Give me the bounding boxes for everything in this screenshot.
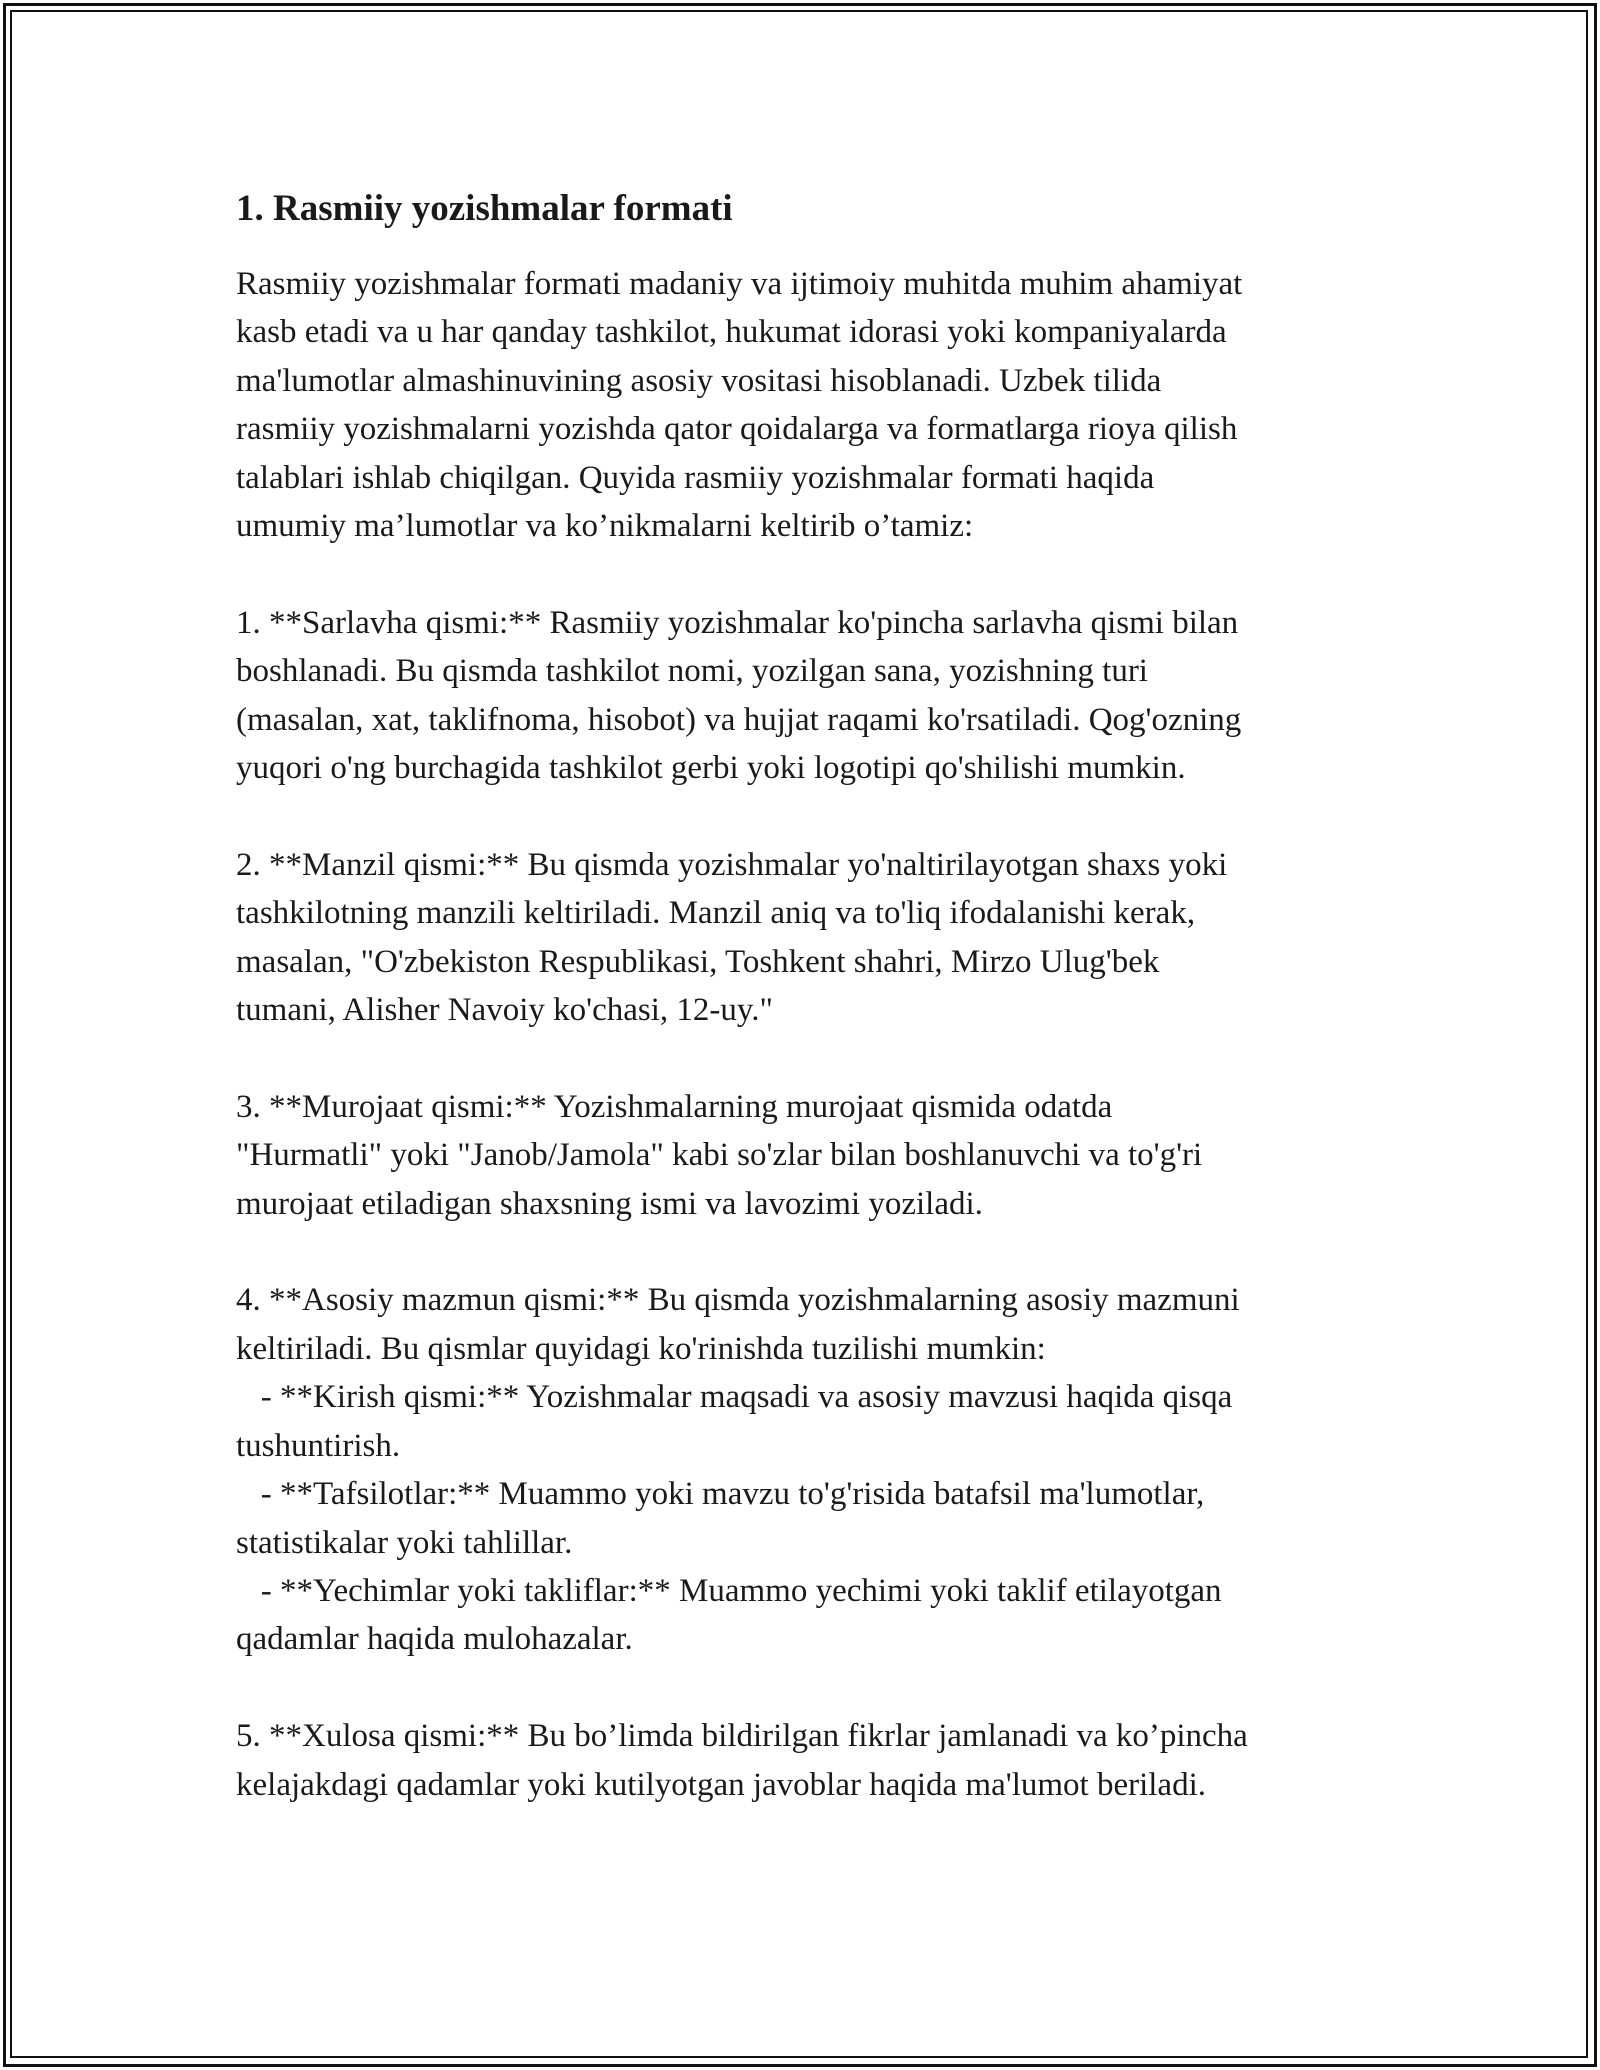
text-line: qadamlar haqida mulohazalar. <box>236 1621 633 1658</box>
text-line: "Hurmatli" yoki "Janob/Jamola" kabi so'zlar bilan boshlanuvchi va to'g'ri <box>236 1137 1203 1174</box>
text-line: keltiriladi. Bu qismlar quyidagi ko'rinishda tuzilishi mumkin: <box>236 1330 1046 1367</box>
document-body <box>236 186 1376 1809</box>
text-line: masalan, "O'zbekiston Respublikasi, Toshkent shahri, Mirzo Ulug'bek <box>236 943 1160 980</box>
text-line: murojaat etiladigan shaxsning ismi va lavozimi yoziladi. <box>236 1185 983 1222</box>
text-line: boshlanadi. Bu qismda tashkilot nomi, yozilgan sana, yozishning turi <box>236 653 1148 690</box>
intro-paragraph <box>236 260 1376 550</box>
text-line: tashkilotning manzili keltiriladi. Manzil aniq va to'liq ifodalanishi kerak, <box>236 895 1196 932</box>
text-line: - **Yechimlar yoki takliflar:** Muammo yechimi yoki taklif etilayotgan <box>236 1572 1222 1609</box>
text-line: rasmiiy yozishmalarni yozishda qator qoidalarga va formatlarga rioya qilish <box>236 411 1238 448</box>
paragraph-gap <box>236 1664 1376 1712</box>
text-line: kasb etadi va u har qanday tashkilot, hukumat idorasi yoki kompaniyalarda <box>236 314 1227 351</box>
text-line: - **Tafsilotlar:** Muammo yoki mavzu to'g'risida batafsil ma'lumotlar, <box>236 1476 1205 1513</box>
text-line: 4. **Asosiy mazmun qismi:** Bu qismda yozishmalarning asosiy mazmuni <box>236 1282 1240 1319</box>
text-line: (masalan, xat, taklifnoma, hisobot) va hujjat raqami ko'rsatiladi. Qog'ozning <box>236 701 1242 738</box>
text-line: Rasmiiy yozishmalar formati madaniy va ijtimoiy muhitda muhim ahamiyat <box>236 266 1243 302</box>
text-line: 2. **Manzil qismi:** Bu qismda yozishmalar yo'naltirilayotgan shaxs yoki <box>236 846 1228 883</box>
text-line: 3. **Murojaat qismi:** Yozishmalarning murojaat qismida odatda <box>236 1088 1113 1125</box>
section-xulosa <box>236 1712 1376 1809</box>
text-line: 1. **Sarlavha qismi:** Rasmiiy yozishmalar ko'pincha sarlavha qismi bilan <box>236 604 1239 641</box>
text-line: umumiy ma’lumotlar va ko’nikmalarni keltirib o’tamiz: <box>236 508 974 545</box>
text-line: - **Kirish qismi:** Yozishmalar maqsadi va asosiy mavzusi haqida qisqa <box>236 1379 1233 1416</box>
section-asosiy-mazmun <box>236 1276 1376 1663</box>
paragraph-gap <box>236 1228 1376 1276</box>
paragraph-gap <box>236 550 1376 598</box>
text-line: statistikalar yoki tahlillar. <box>236 1524 573 1561</box>
text-line: tushuntirish. <box>236 1427 401 1464</box>
text-line: 5. **Xulosa qismi:** Bu bo’limda bildirilgan fikrlar jamlanadi va ko’pincha <box>236 1718 1248 1755</box>
section-sarlavha <box>236 599 1376 793</box>
text-line: talablari ishlab chiqilgan. Quyida rasmiiy yozishmalar formati haqida <box>236 459 1155 496</box>
text-line: yuqori o'ng burchagida tashkilot gerbi yoki logotipi qo'shilishi mumkin. <box>236 750 1186 787</box>
text-line: tumani, Alisher Navoiy ko'chasi, 12-uy." <box>236 992 773 1029</box>
text-line: kelajakdagi qadamlar yoki kutilyotgan javoblar haqida ma'lumot beriladi. <box>236 1766 1206 1803</box>
paragraph-gap <box>236 1034 1376 1082</box>
section-murojaat <box>236 1083 1376 1228</box>
section-manzil <box>236 841 1376 1035</box>
section-heading: 1. Rasmiiy yozishmalar formati <box>236 188 733 229</box>
text-line: ma'lumotlar almashinuvining asosiy vositasi hisoblanadi. Uzbek tilida <box>236 362 1162 399</box>
paragraph-gap <box>236 792 1376 840</box>
